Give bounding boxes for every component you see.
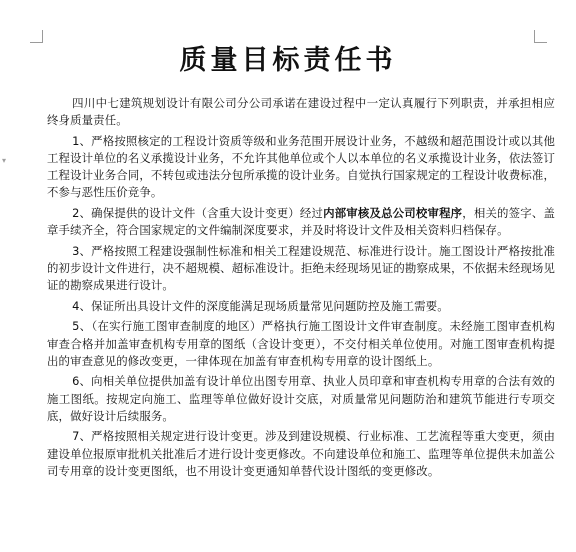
- document-body: [47, 95, 555, 483]
- item-paragraph-7: [47, 428, 555, 480]
- item-text: 1、严格按照核定的工程设计资质等级和业务范围开展设计业务，不越级和超范围设计或以其他工程设计单位的名义承揽设计业务，不允许其他单位或个人以本单位的名义承揽设计业务，依法签订工程设计业务合同，不转包或违法分包所承揽的设计业务。自觉执行国家规定的工程设计收费标准，不参与恶性压价竞争。: [47, 133, 555, 200]
- item-text-after: ，相关的签字、盖章手续齐全，符合国家规定的文件编制深度要求，并及时将设计文件及相关资料归档保存。: [47, 206, 555, 238]
- item-text: 3、严格按照工程建设强制性标准和相关工程建设规范、标准进行设计。施工图设计严格按批准的初步设计文件进行，决不超规模、超标准设计。拒绝未经现场见证的勘察成果，不依据未经现场见证的勘察成果进行设计。: [47, 243, 555, 293]
- item-text: 2、确保提供的设计文件（含重大设计变更）经过: [72, 206, 324, 220]
- item-paragraph-5: [47, 318, 555, 370]
- item-text: 5、（在实行施工图审查制度的地区）严格执行施工图设计文件审查制度。未经施工图审查机构审查合格并加盖审查机构专用章的图纸（含设计变更），不交付相关单位使用。对施工图审查机构提出的审查意见的修改变更，一律体现在加盖有审查机构专用章的设计图纸上。: [47, 319, 555, 368]
- item-text: 6、向相关单位提供加盖有设计单位出图专用章、执业人员印章和审查机构专用章的合法有效的施工图纸。按规定向施工、监理等单位做好设计交底，对质量常见问题防治和建筑节能进行专项交底，做好设计后续服务。: [47, 374, 555, 423]
- item-text: 4、保证所出具设计文件的深度能满足现场质量常见问题防控及施工需要。: [72, 298, 449, 313]
- item-paragraph-1: [47, 133, 555, 202]
- collapse-marker-icon: ▾: [2, 156, 7, 165]
- item-text: 7、严格按照相关规定进行设计变更。涉及到建设规模、行业标准、工艺流程等重大变更，须由建设单位报原审批机关批准后才进行设计变更修改。不向建设单位和施工、监理等单位提供未加盖公司专用章的设计变更图纸，也不用设计变更通知单替代设计图纸的变更修改。: [47, 429, 555, 478]
- crop-mark-top-left: [30, 30, 43, 43]
- item-bold-text: 内部审核及总公司校审程序: [323, 206, 463, 220]
- document-title: 质量目标责任书: [179, 45, 397, 76]
- item-paragraph-3: [47, 243, 555, 295]
- crop-mark-top-right: [534, 30, 547, 43]
- intro-paragraph: 四川中七建筑规划设计有限公司分公司承诺在建设过程中一定认真履行下列职责，并承担相应终身质量责任。: [47, 96, 555, 128]
- item-paragraph-6: [47, 373, 555, 425]
- item-paragraph-2: [47, 205, 555, 239]
- item-paragraph-4: [47, 298, 555, 315]
